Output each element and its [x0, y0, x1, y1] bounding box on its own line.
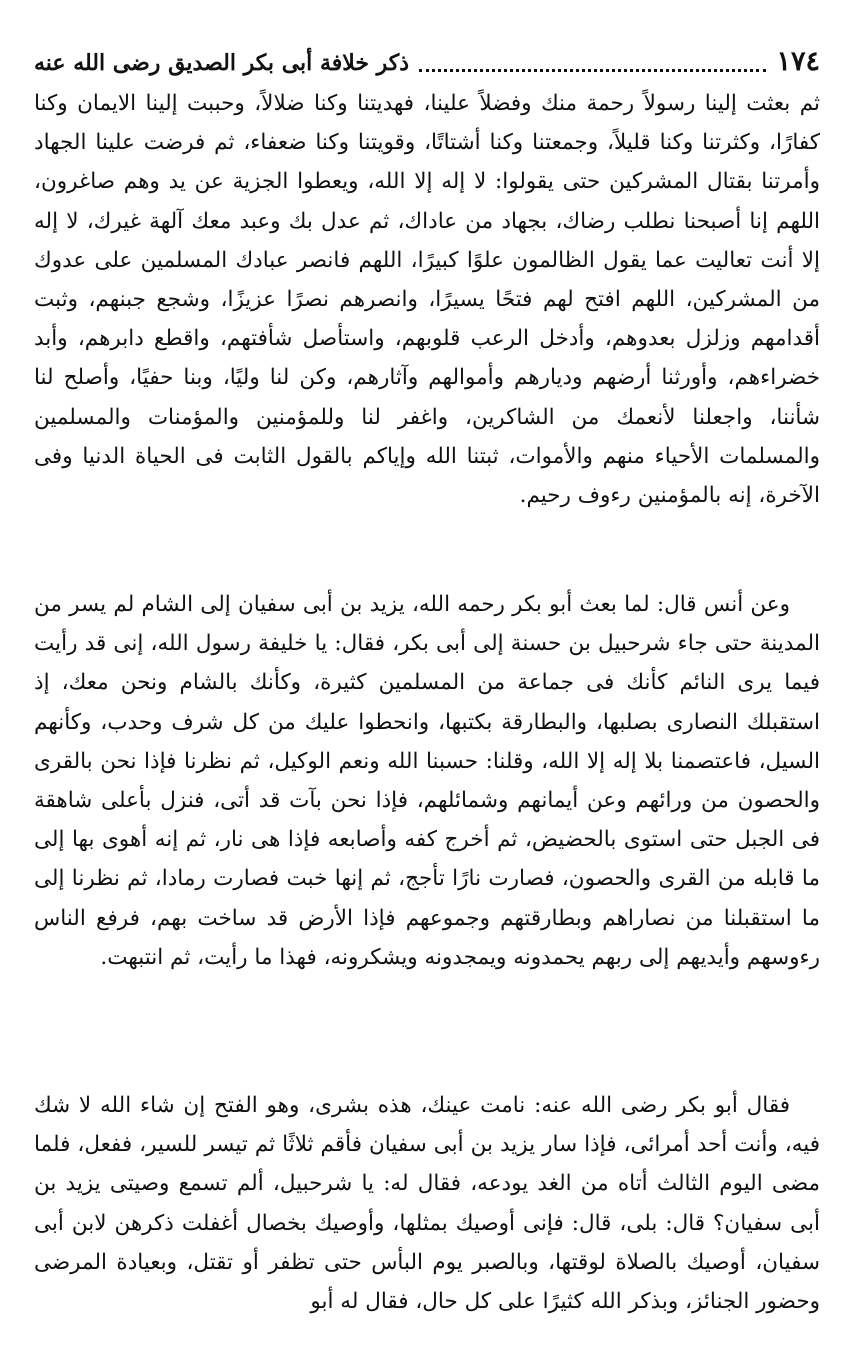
paragraph-prayer: ثم بعثت إلينا رسولاً رحمة منك وفضلاً علينا، فهديتنا وكنا ضلالاً، وحببت إلينا الايمان وكنا كفارًا، وكثرتنا وكنا قليلاً، وجمعتنا وكنا أشتاتًا، وقويتنا وكنا ضعفاء، ثم فرضت علينا الجهاد وأمرتنا بقتال المشركين حتى يقولوا: لا إله إلا الله، ويعطوا الجزية عن يد وهم صاغرون، اللهم إنا أصبحنا نطلب رضاك، بجهاد من عاداك، ثم عدل بك وعبد معك آلهة غيرك، لا إله إلا أنت تعاليت عما يقول الظالمون علوًا كبيرًا، اللهم فانصر عبادك المسلمين على عدوك من المشركين، اللهم افتح لهم فتحًا يسيرًا، وانصرهم نصرًا عزيزًا، وشجع جبنهم، وثبت أقدامهم وزلزل بعدوهم، وأدخل الرعب قلوبهم، واستأصل شأفتهم، واقطع دابرهم، وأبد خضراءهم، وأورثنا أرضهم وديارهم وأموالهم وآثارهم، وكن لنا وليًا، وبنا حفيًا، وأصلح لنا شأننا، واجعلنا لأنعمك من الشاكرين، واغفر لنا وللمؤمنين والمؤمنات والمسلمين والمسلمات الأحياء منهم والأموات، ثبتنا الله وإياكم بالقول الثابت فى الحياة الدنيا وفى الآخرة، إنه بالمؤمنين رءوف رحيم. — [34, 91, 820, 509]
page-header — [34, 40, 820, 84]
header-dot-leader — [419, 68, 766, 72]
paragraph-anas-narration: وعن أنس قال: لما بعث أبو بكر رحمه الله، يزيد بن أبى سفيان إلى الشام لم يسر من المدينة حتى جاء شرحبيل بن حسنة إلى أبى بكر، فقال: يا خليفة رسول الله، إنى قد رأيت فيما يرى النائم كأنك فى جماعة من المسلمين كثيرة، وكأنك بالشام ونحن معك، إذ استقبلك النصارى بصلبها، والبطارقة بكتبها، وانحطوا عليك من كل شرف وحدب، وكأنهم السيل، فاعتصمنا بلا إله إلا الله، وقلنا: حسبنا الله ونعم الوكيل، ثم نظرنا فإذا نحن بالقرى والحصون من ورائهم وعن أيمانهم وشمائلهم، فإذا نحن بآت قد أتى، فنزل بأعلى شاهقة فى الجبل حتى استوى بالحضيض، ثم أخرج كفه وأصابعه فإذا هى نار، ثم إنه أهوى بها إلى ما قابله من القرى والحصون، فصارت نارًا تأجج، ثم إنها خبت فصارت رمادا، ثم نظرنا إلى ما استقبلنا من نصاراهم وبطارقتهم وجموعهم فإذا الأرض قد ساخت بهم، فرفع الناس رءوسهم وأيديهم إلى ربهم يحمدونه ويمجدونه ويشكرونه، فهذا ما رأيت، ثم انتبهت. — [34, 592, 820, 970]
running-title: ذكر خلافة أبى بكر الصديق رضى الله عنه — [34, 50, 410, 76]
book-page — [34, 40, 820, 1361]
page-number: ١٧٤ — [776, 46, 820, 77]
paragraph-abu-bakr-reply: فقال أبو بكر رضى الله عنه: نامت عينك، هذه بشرى، وهو الفتح إن شاء الله لا شك فيه، وأنت أحد أمرائى، فإذا سار يزيد بن أبى سفيان فأقم ثلاثًا ثم تيسر للسير، ففعل، فلما مضى اليوم الثالث أتاه من الغد يودعه، فقال له: يا شرحبيل، ألم تسمع وصيتى يزيد بن أبى سفيان؟ قال: بلى، قال: فإنى أوصيك بمثلها، وأوصيك بخصال أغفلت ذكرهن لابن أبى سفيان، أوصيك بالصلاة لوقتها، وبالصبر يوم البأس حتى تظفر أو تقتل، وبعيادة المرضى وحضور الجنائز، وبذكر الله كثيرًا على كل حال، فقال له أبو — [34, 1093, 820, 1315]
